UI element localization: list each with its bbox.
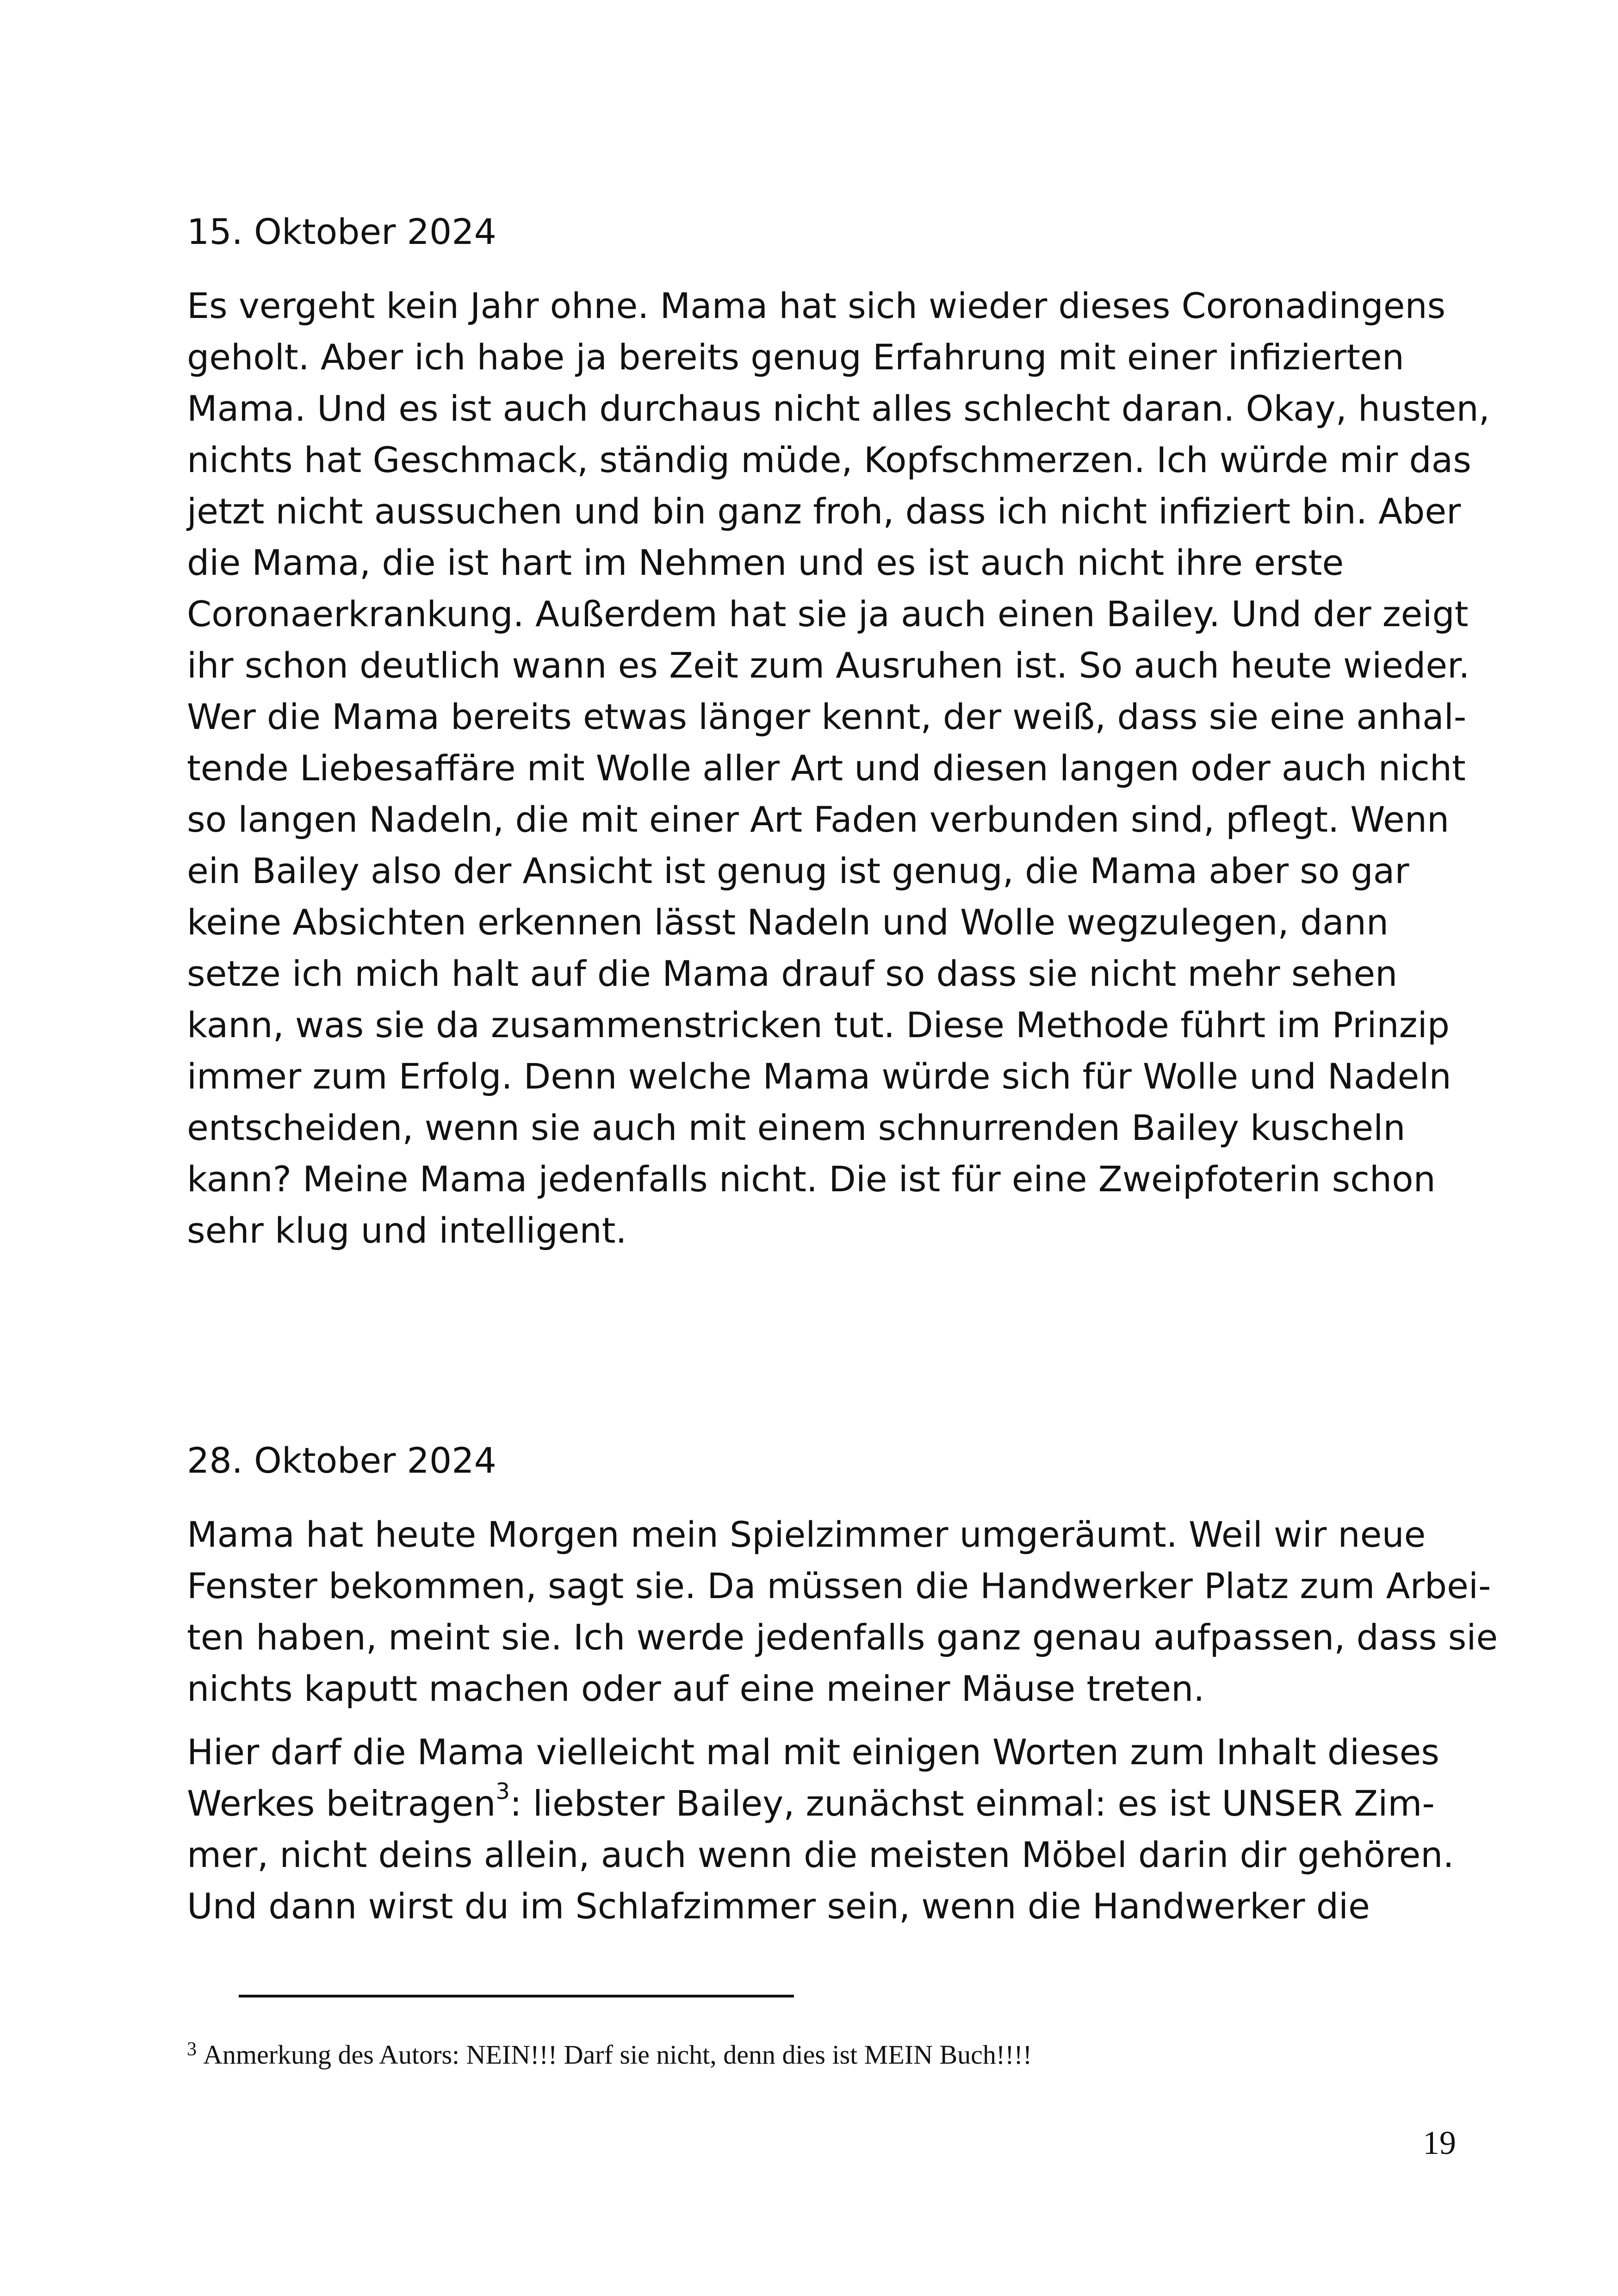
- text-line: tende Liebesaffäre mit Wolle aller Art und diesen langen oder auch nicht: [187, 747, 1466, 789]
- page-number: 19: [1423, 2124, 1456, 2161]
- entry-paragraph: [187, 1509, 1498, 1714]
- footnote-divider: [239, 1995, 794, 1997]
- text-line: Mama hat heute Morgen mein Spielzimmer umgeräumt. Weil wir neue: [187, 1514, 1426, 1555]
- text-line: immer zum Erfolg. Denn welche Mama würde sich für Wolle und Nadeln: [187, 1056, 1451, 1097]
- text-line: [187, 1778, 1455, 1829]
- text-line: kann? Meine Mama jedenfalls nicht. Die ist für eine Zweipfoterin schon: [187, 1158, 1436, 1200]
- text-line: ein Bailey also der Ansicht ist genug ist genug, die Mama aber so gar: [187, 850, 1409, 891]
- footnote-reference[interactable]: 3: [496, 1778, 510, 1804]
- text-line: Es vergeht kein Jahr ohne. Mama hat sich wieder dieses Coronadingens: [187, 285, 1446, 326]
- text-line: Mama. Und es ist auch durchaus nicht alles schlecht daran. Okay, husten,: [187, 388, 1490, 429]
- text-line: keine Absichten erkennen lässt Nadeln und Wolle wegzulegen, dann: [187, 902, 1389, 943]
- text-line: ten haben, meint sie. Ich werde jedenfalls ganz genau aufpassen, dass sie: [187, 1617, 1498, 1658]
- text-line: sehr klug und intelligent.: [187, 1210, 627, 1251]
- entry-paragraph: [187, 280, 1490, 1256]
- text-line: entscheiden, wenn sie auch mit einem schnurrenden Bailey kuscheln: [187, 1107, 1406, 1148]
- text-line: kann, was sie da zusammenstricken tut. Diese Methode führt im Prinzip: [187, 1004, 1450, 1045]
- text-line: nichts hat Geschmack, ständig müde, Kopfschmerzen. Ich würde mir das: [187, 439, 1471, 480]
- entry-paragraph: [187, 1726, 1455, 1932]
- text-line: Und dann wirst du im Schlafzimmer sein, wenn die Handwerker die: [187, 1885, 1370, 1927]
- text-line: Coronaerkrankung. Außerdem hat sie ja auch einen Bailey. Und der zeigt: [187, 593, 1469, 635]
- text-line: nichts kaputt machen oder auf eine meiner Mäuse treten.: [187, 1668, 1205, 1709]
- footnote-number: 3: [187, 2039, 197, 2060]
- text-line: ihr schon deutlich wann es Zeit zum Ausruhen ist. So auch heute wieder.: [187, 645, 1470, 686]
- text-line: die Mama, die ist hart im Nehmen und es ist auch nicht ihre erste: [187, 542, 1344, 583]
- footnote: [187, 2039, 1032, 2074]
- text-line: jetzt nicht aussuchen und bin ganz froh, dass ich nicht infiziert bin. Aber: [187, 491, 1461, 532]
- text-line: Fenster bekommen, sagt sie. Da müssen die Handwerker Platz zum Arbei-: [187, 1565, 1491, 1606]
- entry-date: 28. Oktober 2024: [187, 1440, 496, 1481]
- text-segment: : liebster Bailey, zunächst einmal: es ist UNSER Zim-: [509, 1783, 1435, 1824]
- text-line: Hier darf die Mama vielleicht mal mit einigen Worten zum Inhalt dieses: [187, 1731, 1439, 1773]
- text-line: Wer die Mama bereits etwas länger kennt, der weiß, dass sie eine anhal-: [187, 696, 1467, 737]
- text-line: setze ich mich halt auf die Mama drauf so dass sie nicht mehr sehen: [187, 953, 1398, 994]
- text-line: geholt. Aber ich habe ja bereits genug Erfahrung mit einer infizierten: [187, 336, 1404, 378]
- text-segment: Werkes beitragen: [187, 1783, 496, 1824]
- footnote-text: Anmerkung des Autors: NEIN!!! Darf sie nicht, denn dies ist MEIN Buch!!!!: [203, 2040, 1032, 2070]
- text-line: mer, nicht deins allein, auch wenn die meisten Möbel darin dir gehören.: [187, 1834, 1454, 1875]
- entry-date: 15. Oktober 2024: [187, 211, 496, 252]
- text-line: so langen Nadeln, die mit einer Art Faden verbunden sind, pflegt. Wenn: [187, 799, 1450, 840]
